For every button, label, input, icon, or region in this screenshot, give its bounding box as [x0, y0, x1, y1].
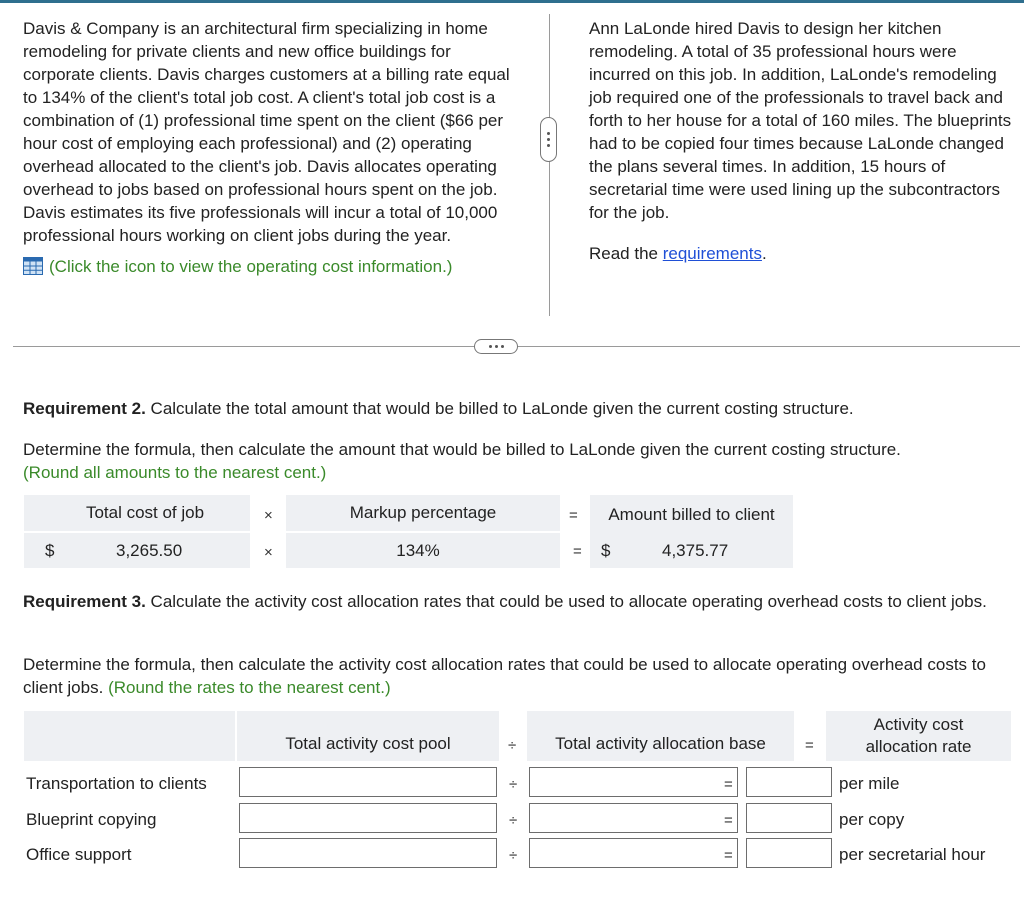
- allocation-rate-input[interactable]: [746, 767, 832, 797]
- top-accent-bar: [0, 0, 1024, 3]
- allocation-rate-input[interactable]: [746, 838, 832, 868]
- read-suffix: .: [761, 244, 767, 263]
- header-markup: Markup percentage: [286, 495, 560, 531]
- header-equals: =: [569, 507, 578, 524]
- requirement-2-heading: [23, 397, 1003, 420]
- requirement-3-instruction: [23, 653, 1008, 699]
- cost-pool-input[interactable]: [239, 803, 497, 833]
- vertical-divider: [549, 14, 550, 316]
- read-prefix: Read the: [589, 244, 663, 263]
- horizontal-resize-handle[interactable]: [474, 339, 518, 354]
- amount-billed-value: 4,375.77: [662, 541, 729, 560]
- read-requirements-line: [589, 242, 1014, 265]
- cost-pool-input[interactable]: [239, 767, 497, 797]
- divide-sign: ÷: [509, 847, 518, 864]
- amount-dollar: $: [601, 541, 611, 560]
- header-blank: [24, 711, 235, 761]
- req3-round-note: (Round the rates to the nearest cent.): [108, 678, 391, 697]
- divide-sign: ÷: [509, 812, 518, 829]
- unit-label: per copy: [839, 810, 905, 829]
- allocation-rate-input[interactable]: [746, 803, 832, 833]
- req2-round-note: (Round all amounts to the nearest cent.): [23, 463, 327, 482]
- header-total-cost: Total cost of job: [24, 495, 250, 531]
- unit-label: per secretarial hour: [839, 845, 986, 864]
- problem-left-panel: [23, 17, 513, 278]
- allocation-base-input[interactable]: [529, 803, 738, 833]
- total-cost-value: 3,265.50: [116, 541, 183, 560]
- unit-label: per mile: [839, 774, 900, 793]
- header-times: ×: [264, 507, 273, 524]
- header-allocation-base: Total activity allocation base: [527, 711, 794, 761]
- header-divide: ÷: [508, 737, 517, 754]
- header-cost-pool: Total activity cost pool: [237, 711, 499, 761]
- req3-instruction-text: Determine the formula, then calculate the activity cost allocation rates that could be used to allocate operating overhead costs to client jobs.: [23, 655, 986, 697]
- req2-text: Calculate the total amount that would be billed to LaLonde given the current costing structure.: [145, 399, 854, 418]
- row-label: Blueprint copying: [26, 810, 157, 829]
- row-equals: =: [573, 543, 582, 560]
- req2-bold: Requirement 2.: [23, 399, 146, 418]
- req3-bold: Requirement 3.: [23, 592, 146, 611]
- header-equals-3: =: [805, 737, 814, 754]
- equals-sign: =: [724, 812, 733, 829]
- row-times: ×: [264, 544, 273, 561]
- problem-right-panel: [589, 17, 1014, 265]
- total-cost-dollar: $: [45, 541, 55, 560]
- operating-cost-link-text[interactable]: (Click the icon to view the operating cost information.): [49, 257, 453, 276]
- equals-sign: =: [724, 776, 733, 793]
- operating-cost-link[interactable]: [23, 255, 513, 278]
- markup-value: 134%: [396, 540, 440, 560]
- table-icon[interactable]: [23, 257, 43, 275]
- allocation-base-input[interactable]: [529, 767, 738, 797]
- vertical-resize-handle[interactable]: [540, 117, 557, 162]
- equals-sign: =: [724, 847, 733, 864]
- header-allocation-rate: Activity cost allocation rate: [826, 711, 1011, 761]
- requirement-3-heading: [23, 590, 998, 613]
- cost-pool-input[interactable]: [239, 838, 497, 868]
- requirement-2-instruction: [23, 438, 1003, 484]
- req2-instruction-text: Determine the formula, then calculate the amount that would be billed to LaLonde given the current costing structure.: [23, 440, 901, 459]
- markup-value-cell: [286, 533, 560, 568]
- header-amount-billed: Amount billed to client: [590, 495, 793, 535]
- requirements-link[interactable]: requirements: [662, 244, 762, 263]
- lalonde-description: Ann LaLonde hired Davis to design her kitchen remodeling. A total of 35 professional hours were incurred on this job. In addition, LaLonde's remodeling job required one of the professionals to travel back and forth to her house for a total of 160 miles. The blueprints had to be copied four times because LaLonde changed the plans several times. In addition, 15 hours of secretarial time were used lining up the subcontractors for the job.: [589, 19, 1012, 222]
- req3-text: Calculate the activity cost allocation rates that could be used to allocate operating overhead costs to client jobs.: [145, 592, 987, 611]
- divide-sign: ÷: [509, 776, 518, 793]
- allocation-base-input[interactable]: [529, 838, 738, 868]
- problem-description: Davis & Company is an architectural firm specializing in home remodeling for private clients and new office buildings for corporate clients. Davis charges customers at a billing rate equal to 134% of the client's total job cost. A client's total job cost is a combination of (1) professional time spent on the client ($66 per hour cost of employing each professional) and (2) operating overhead allocated to the client's job. Davis allocates operating overhead to jobs based on professional hours spent on the job. Davis estimates its five professionals will incur a total of 10,000 professional hours working on client jobs during the year.: [23, 19, 510, 245]
- row-label: Transportation to clients: [26, 774, 207, 793]
- row-label: Office support: [26, 845, 132, 864]
